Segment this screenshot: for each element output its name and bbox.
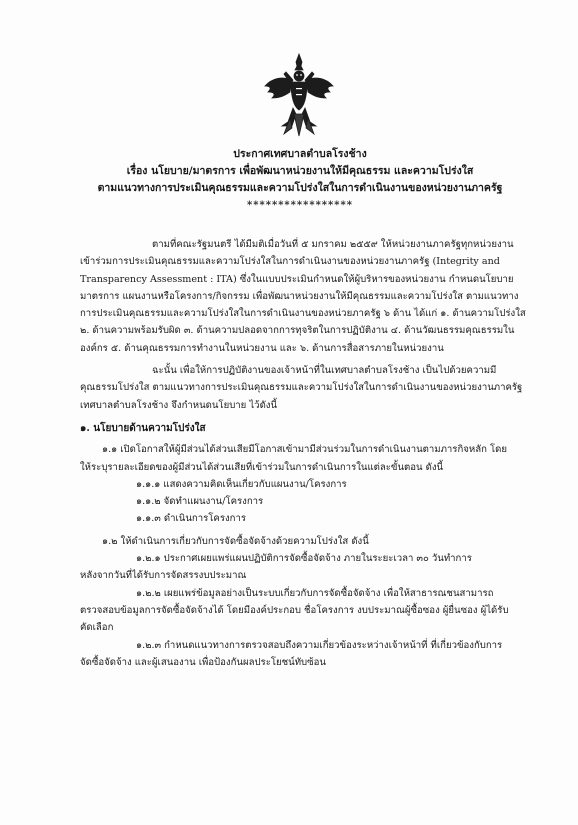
subitem-1-1-1: ๑.๑.๑ แสดงความคิดเห็นเกี่ยวกับแผนงาน/โครงการ [136, 478, 347, 490]
subtitle: ตามแนวทางการประเมินคุณธรรมและความโปร่งใสในการดำเนินงานของหน่วยงานภาครัฐ [97, 182, 503, 194]
document-body [80, 236, 540, 676]
document-header [60, 146, 540, 214]
purpose-line: ฉะนั้น เพื่อให้การปฏิบัติงานของเจ้าหน้าที่ในเทศบาลตำบลโรงช้าง เป็นไปด้วยความมี [152, 365, 497, 377]
item-1-1-line: ๑.๑ เปิดโอกาสให้ผู้มีส่วนได้ส่วนเสียมีโอกาสเข้ามามีส่วนร่วมในการดำเนินงานตามภารกิจหลัก โดย [102, 444, 507, 456]
garuda-emblem-icon [262, 52, 336, 140]
org-title: ประกาศเทศบาลตำบลโรงช้าง [233, 148, 367, 160]
subitem-1-1-2: ๑.๑.๒ จัดทำแผนงาน/โครงการ [136, 496, 264, 508]
subitem-1-2-2-line: ๑.๒.๒ เผยแพร่ข้อมูลอย่างเป็นระบบเกี่ยวกับการจัดซื้อจัดจ้าง เพื่อให้สาธารณชนสามารถ [136, 587, 494, 599]
purpose-line: คุณธรรมโปร่งใส ตามแนวทางการประเมินคุณธรรมและความโปร่งใสในการดำเนินงานของหน่วยงานภาครัฐ [80, 382, 523, 394]
purpose-paragraph [80, 362, 540, 414]
intro-line: Transparency Assessment : ITA) ซึ่งในแบบประเมินกำหนดให้ผู้บริหารของหน่วยงาน กำหนดนโยบาย [80, 273, 514, 285]
item-1-2-title: ๑.๒ ให้ดำเนินการเกี่ยวกับการจัดซื้อจัดจ้างด้วยความโปร่งใส ดังนี้ [102, 535, 369, 547]
subject-title: เรื่อง นโยบาย/มาตรการ เพื่อพัฒนาหน่วยงานให้มีคุณธรรม และความโปร่งใส [126, 165, 474, 177]
intro-paragraph [80, 236, 540, 357]
intro-line: ๒. ด้านความพร้อมรับผิด ๓. ด้านความปลอดจากการทุจริตในการปฏิบัติงาน ๔. ด้านวัฒนธรรมคุณธรรมใน [80, 325, 515, 337]
intro-line: เข้าร่วมการประเมินคุณธรรมและความโปร่งใสในการดำเนินงานของหน่วยงานภาครัฐ (Integrity and [80, 256, 500, 268]
subitem-1-2-3-line: จัดซื้อจัดจ้าง และผู้เสนองาน เพื่อป้องกันผลประโยชน์ทับซ้อน [80, 656, 326, 668]
item-1-1-line: ให้ระบุรายละเอียดของผู้มีส่วนได้ส่วนเสียที่เข้าร่วมในการดำเนินการในแต่ละขั้นตอน ดังนี้ [80, 461, 444, 473]
intro-line: มาตรการ แผนงานหรือโครงการ/กิจกรรม เพื่อพัฒนาหน่วยงานให้มีคุณธรรมและความโปร่งใส ตามแนวทาง [80, 290, 519, 302]
subitem-1-2-1-line: หลังจากวันที่ได้รับการจัดสรรงบประมาณ [80, 570, 247, 582]
subitem-1-2-2-line: คัดเลือก [80, 622, 114, 634]
subitem-1-2-3-line: ๑.๒.๓ กำหนดแนวทางการตรวจสอบถึงความเกี่ยวข้องระหว่างเจ้าหน้าที่ ที่เกี่ยวข้องกับการ [136, 639, 503, 651]
purpose-line: เทศบาลตำบลโรงช้าง จึงกำหนดนโยบาย ไว้ดังนี้ [80, 399, 278, 411]
subitem-1-2-1-line: ๑.๒.๑ ประกาศเผยแพร่แผนปฏิบัติการจัดซื้อจัดจ้าง ภายในระยะเวลา ๓๐ วันทำการ [136, 553, 472, 565]
section-1-title: ๑. นโยบายด้านความโปร่งใส [80, 422, 206, 434]
item-1-1 [80, 441, 540, 527]
intro-line: ตามที่คณะรัฐมนตรี ได้มีมติเมื่อวันที่ ๕ มกราคม ๒๕๕๙ ให้หน่วยงานภาครัฐทุกหน่วยงาน [152, 239, 514, 250]
subitem-1-1-3: ๑.๑.๓ ดำเนินการโครงการ [136, 513, 247, 525]
item-1-2 [80, 533, 540, 671]
intro-line: องค์กร ๕. ด้านคุณธรรมการทำงานในหน่วยงาน และ ๖. ด้านการสื่อสารภายในหน่วยงาน [80, 342, 444, 354]
subitem-1-2-2-line: ตรวจสอบข้อมูลการจัดซื้อจัดจ้างได้ โดยมีองค์ประกอบ ชื่อโครงการ งบประมาณผู้ซื้อซอง ผู้ยื่นซอง ผู้ได้รับ [80, 604, 509, 616]
intro-line: การประเมินคุณธรรมและความโปร่งใสในการดำเนินงานของหน่วยภาครัฐ ๖ ด้าน ได้แก่ ๑. ด้านความโปร่งใส [80, 308, 526, 320]
separator-stars: ***************** [247, 200, 353, 211]
